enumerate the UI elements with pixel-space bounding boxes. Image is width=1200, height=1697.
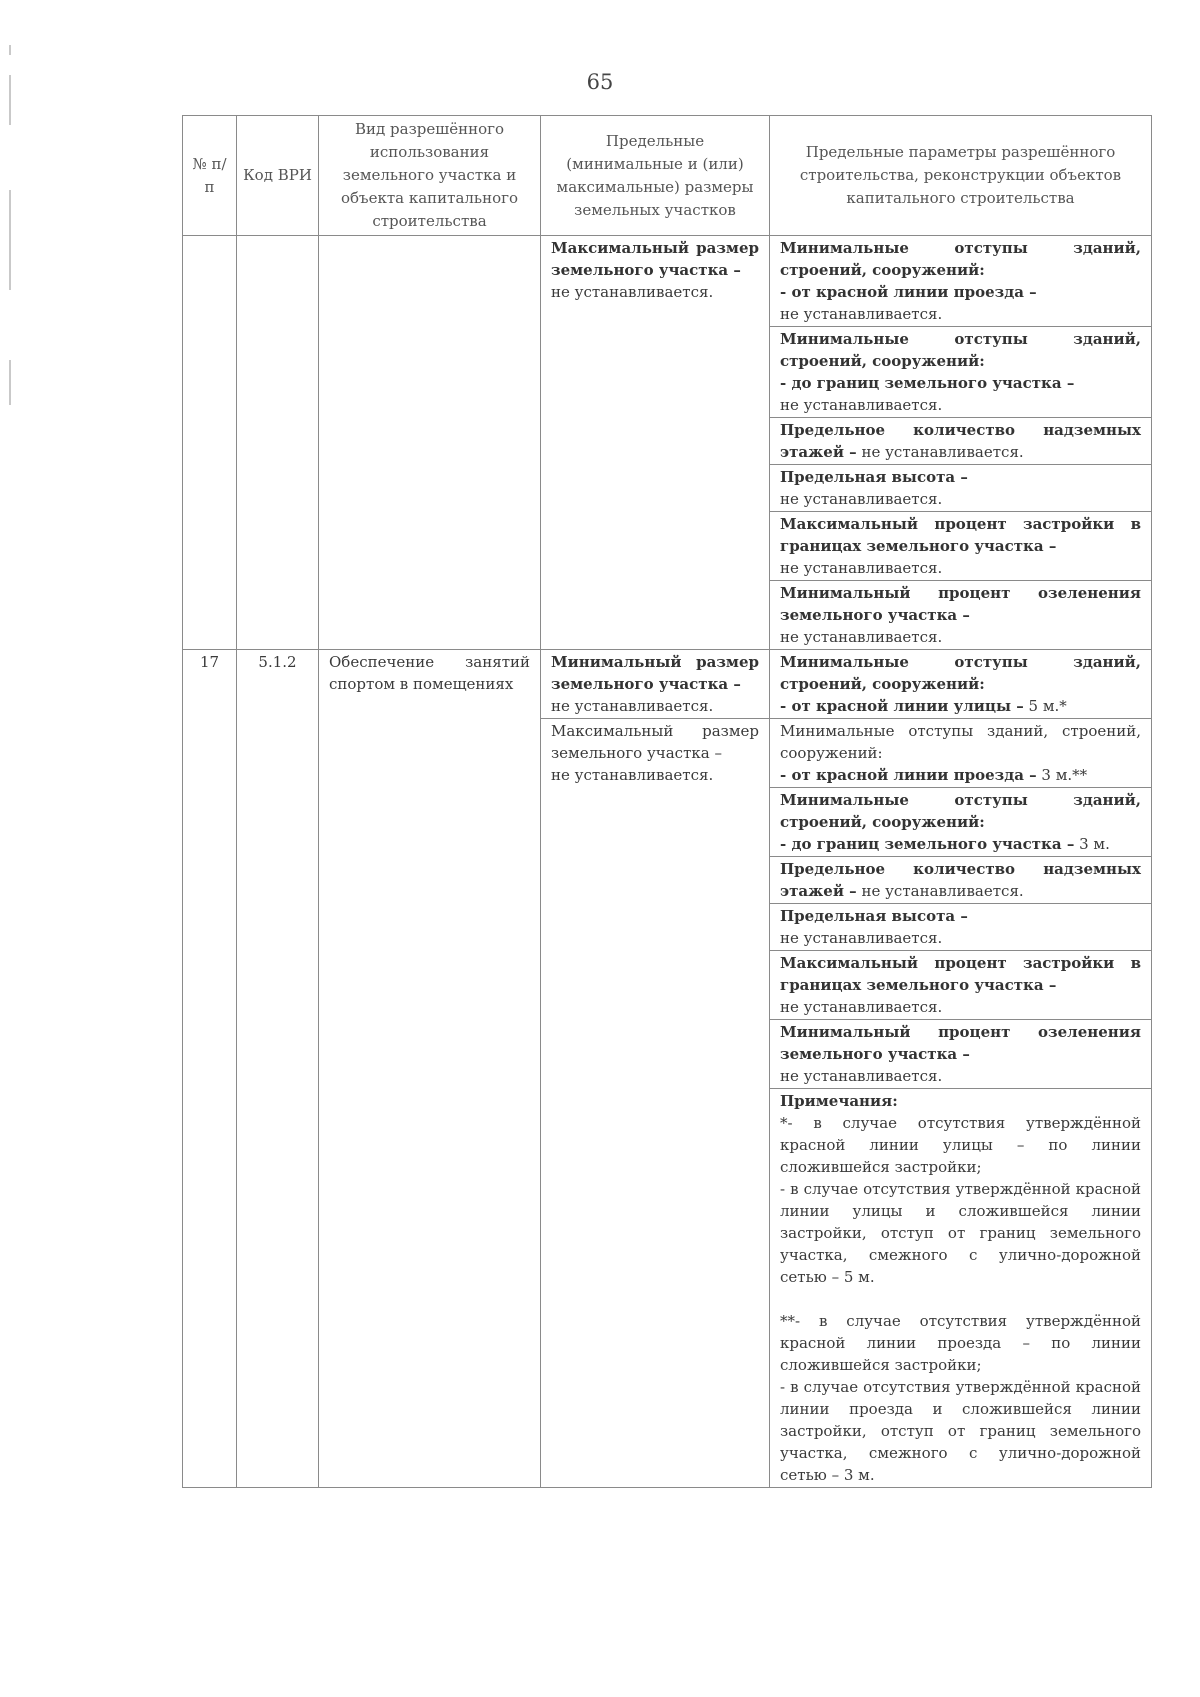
page-number: 65: [586, 70, 614, 94]
param-value: не устанавливается.: [780, 628, 943, 646]
param-max-coverage: [770, 512, 1152, 581]
param-floors: [770, 418, 1152, 465]
plot-min-label: Минимальный размер земельного участка –: [551, 653, 759, 693]
param-label: Предельное количество надземных этажей –: [780, 421, 1141, 461]
param-sublabel: - от красной линии проезда –: [780, 766, 1037, 784]
param-label: Предельная высота –: [780, 907, 968, 925]
plot-min-value: не устанавливается.: [551, 697, 714, 715]
param-label: Максимальный процент застройки в границах земельного участка –: [780, 954, 1141, 994]
param-label: Предельное количество надземных этажей –: [780, 860, 1141, 900]
cell-code-empty: [237, 236, 319, 650]
header-code: Код ВРИ: [237, 116, 319, 236]
param-setback-boundary: [770, 327, 1152, 418]
param-value: 3 м.: [1074, 835, 1110, 853]
param-height: [770, 465, 1152, 512]
param-value: не устанавливается.: [780, 998, 943, 1016]
param-label: Минимальный процент озеленения земельного участка –: [780, 584, 1141, 624]
header-use-type: Вид разрешённого использования земельного участка и объекта капитального строительства: [319, 116, 541, 236]
param-sublabel: - от красной линии проезда –: [780, 283, 1037, 301]
param-value: не устанавливается.: [856, 443, 1024, 461]
param-sublabel: - до границ земельного участка –: [780, 374, 1075, 392]
param-label: Минимальные отступы зданий, строений, сооружений:: [780, 722, 1141, 762]
note-text: **- в случае отсутствия утверждённой красной линии проезда – по линии сложившейся застройки;: [780, 1312, 1141, 1374]
scan-mark: [9, 360, 11, 405]
cell-num: 17: [183, 650, 237, 1488]
param-min-greening: [770, 581, 1152, 650]
cell-plot-max: [541, 719, 770, 1488]
param-label: Предельная высота –: [780, 468, 968, 486]
cell-use-type: Обеспечение занятий спортом в помещениях: [319, 650, 541, 1488]
cell-plot-min: [541, 650, 770, 719]
param-setback-boundary: [770, 788, 1152, 857]
param-setback-street: [770, 650, 1152, 719]
plot-max-value: не устанавливается.: [551, 766, 714, 784]
param-label: Минимальные отступы зданий, строений, сооружений:: [780, 330, 1141, 370]
cell-code: 5.1.2: [237, 650, 319, 1488]
param-label: Минимальные отступы зданий, строений, сооружений:: [780, 653, 1141, 693]
param-value: не устанавливается.: [780, 559, 943, 577]
param-label: Минимальные отступы зданий, строений, сооружений:: [780, 239, 1141, 279]
header-num: № п/п: [183, 116, 237, 236]
param-value: не устанавливается.: [780, 490, 943, 508]
note-text: *- в случае отсутствия утверждённой красной линии улицы – по линии сложившейся застройки;: [780, 1114, 1141, 1176]
param-value: не устанавливается.: [856, 882, 1024, 900]
param-height: [770, 904, 1152, 951]
plot-max-value: не устанавливается.: [551, 283, 714, 301]
param-sublabel: - от красной линии улицы –: [780, 697, 1024, 715]
param-max-coverage: [770, 951, 1152, 1020]
param-setback-driveway: [770, 236, 1152, 327]
header-plot-sizes: Предельные (минимальные и (или) максимальные) размеры земельных участков: [541, 116, 770, 236]
param-setback-driveway: [770, 719, 1152, 788]
param-value: не устанавливается.: [780, 305, 943, 323]
plot-max-label: Максимальный размер земельного участка –: [551, 722, 759, 762]
note-text: - в случае отсутствия утверждённой красной линии проезда и сложившейся линии застройки, отступ от границ земельного участка, смежного с улично-дорожной сетью – 3 м.: [780, 1378, 1141, 1484]
param-value: 3 м.**: [1036, 766, 1088, 784]
header-parameters: Предельные параметры разрешённого строительства, реконструкции объектов капитального строительства: [770, 116, 1152, 236]
scan-mark: [9, 190, 11, 290]
param-sublabel: - до границ земельного участка –: [780, 835, 1075, 853]
table-header-row: [183, 116, 1152, 236]
note-text: - в случае отсутствия утверждённой красной линии улицы и сложившейся линии застройки, отступ от границ земельного участка, смежного с улично-дорожной сетью – 5 м.: [780, 1180, 1141, 1286]
cell-num-empty: [183, 236, 237, 650]
plot-max-label: Максимальный размер земельного участка –: [551, 239, 759, 279]
param-value: не устанавливается.: [780, 929, 943, 947]
param-min-greening: [770, 1020, 1152, 1089]
param-value: не устанавливается.: [780, 396, 943, 414]
table-row: [183, 236, 1152, 327]
param-label: Максимальный процент застройки в границах земельного участка –: [780, 515, 1141, 555]
cell-plot-max: [541, 236, 770, 650]
notes-title: Примечания:: [780, 1092, 898, 1110]
cell-use-type-empty: [319, 236, 541, 650]
param-value: 5 м.*: [1023, 697, 1067, 715]
notes-cell: [770, 1089, 1152, 1488]
regulations-table: [182, 115, 1152, 1488]
param-value: не устанавливается.: [780, 1067, 943, 1085]
param-label: Минимальные отступы зданий, строений, сооружений:: [780, 791, 1141, 831]
table-row: [183, 650, 1152, 719]
scan-mark: [9, 45, 11, 55]
param-label: Минимальный процент озеленения земельного участка –: [780, 1023, 1141, 1063]
param-floors: [770, 857, 1152, 904]
